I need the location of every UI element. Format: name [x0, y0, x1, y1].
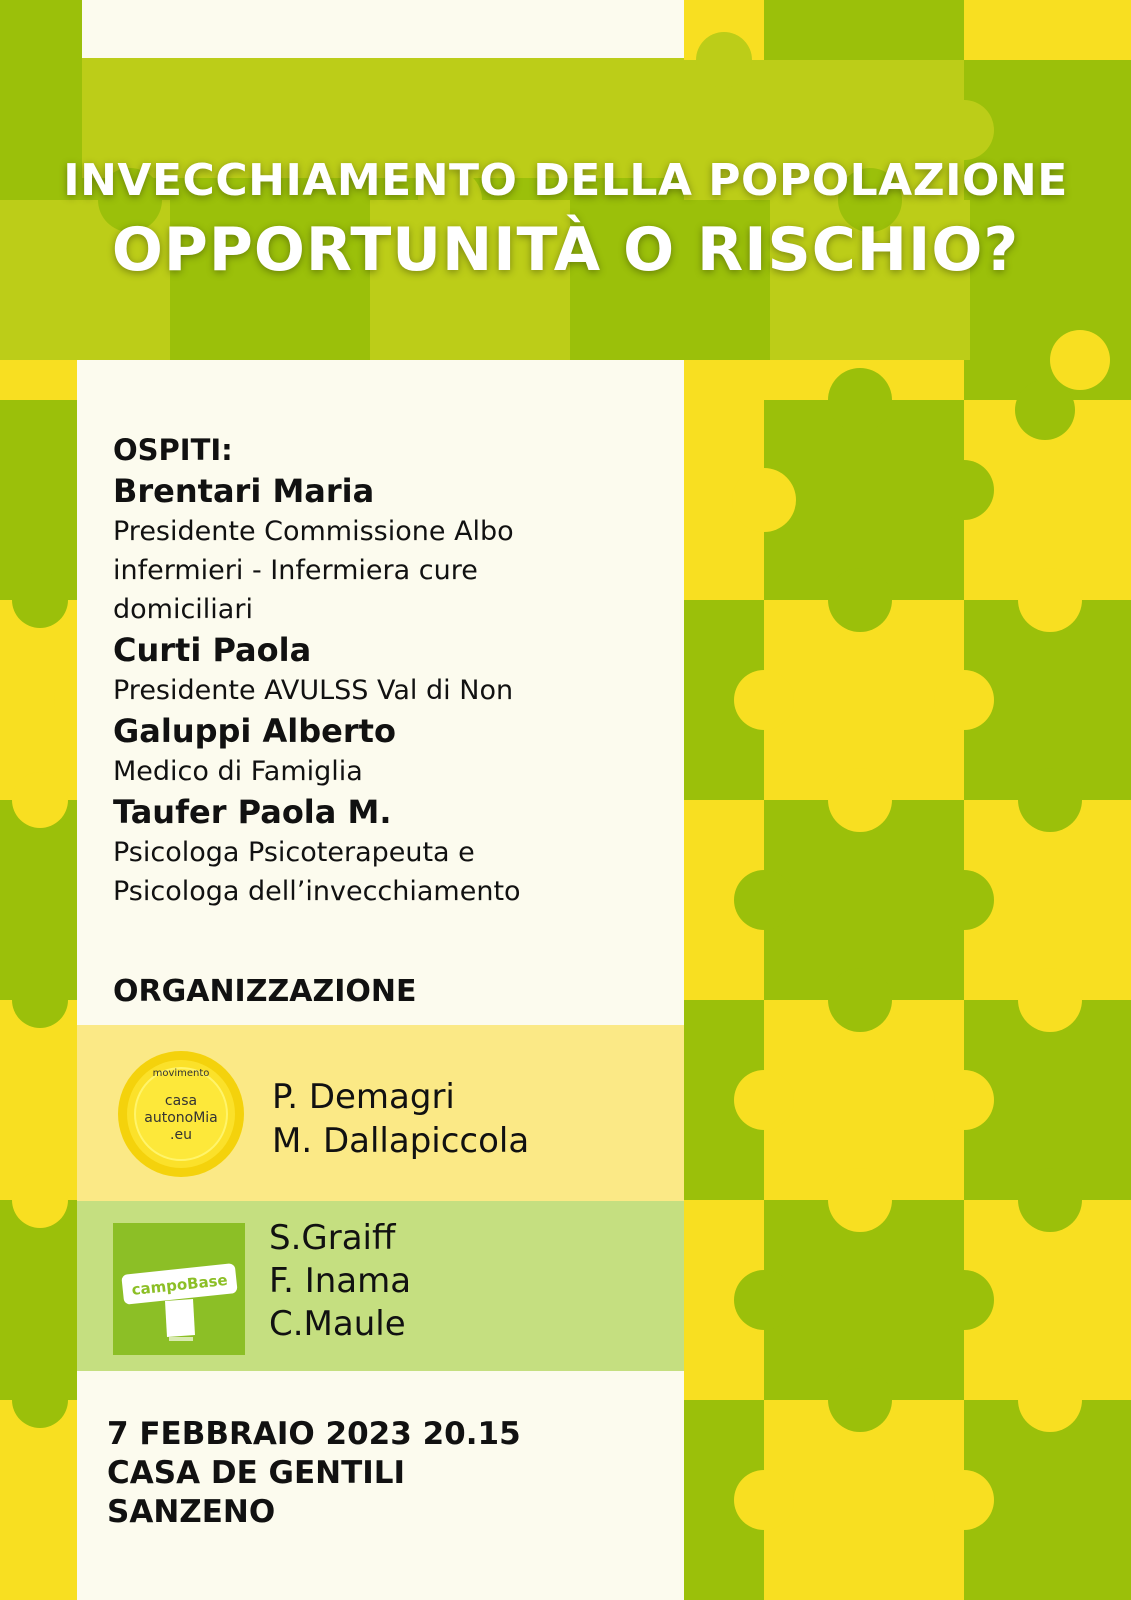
event-venue: CASA DE GENTILI	[107, 1455, 406, 1491]
guest-role: Presidente Commissione Albo	[113, 516, 514, 547]
organizer-person: M. Dallapiccola	[272, 1121, 530, 1161]
guest-role: domiciliari	[113, 594, 253, 625]
guest-role: infermieri - Infermiera cure	[113, 555, 478, 586]
event-info	[107, 1415, 521, 1532]
svg-text:.eu: .eu	[170, 1127, 192, 1143]
guest-name: Galuppi Alberto	[113, 712, 396, 750]
organizer-person: S.Graiff	[269, 1218, 396, 1258]
event-town: SANZENO	[107, 1494, 276, 1530]
event-date-time: 7 FEBBRAIO 2023 20.15	[107, 1416, 521, 1452]
organizer-person: C.Maule	[269, 1304, 406, 1344]
organizer-group-campobase	[77, 1201, 684, 1371]
guest-role: Psicologa Psicoterapeuta e	[113, 837, 475, 868]
guest-name: Curti Paola	[113, 631, 312, 669]
organizer-names	[269, 1217, 411, 1346]
guest-name: Brentari Maria	[113, 472, 375, 510]
svg-text:casa: casa	[164, 1093, 198, 1109]
title-line-2: OPPORTUNITÀ O RISCHIO?	[111, 215, 1020, 285]
organizer-person: P. Demagri	[272, 1077, 455, 1117]
guest-role: Medico di Famiglia	[113, 756, 363, 787]
guest-name: Taufer Paola M.	[113, 793, 392, 831]
top-white-strip	[82, 0, 684, 58]
organizer-person: F. Inama	[269, 1261, 412, 1301]
guest-role: Psicologa dell’invecchiamento	[113, 876, 521, 907]
casa-autonomia-logo	[117, 1050, 245, 1178]
svg-text:autonoMia: autonoMia	[144, 1110, 218, 1126]
organizer-group-casa-autonomia	[77, 1025, 684, 1201]
organizer-names	[272, 1075, 529, 1163]
guests-section	[113, 430, 673, 911]
title-line-1: INVECCHIAMENTO DELLA POPOLAZIONE	[63, 155, 1068, 206]
svg-text:movimento: movimento	[152, 1068, 210, 1079]
svg-text:campoBase: campoBase	[130, 1270, 229, 1299]
guests-heading: OSPITI:	[113, 433, 233, 467]
organization-heading: ORGANIZZAZIONE	[113, 974, 417, 1009]
campobase-logo	[113, 1223, 245, 1355]
guest-role: Presidente AVULSS Val di Non	[113, 675, 514, 706]
info-panel	[77, 360, 684, 1600]
